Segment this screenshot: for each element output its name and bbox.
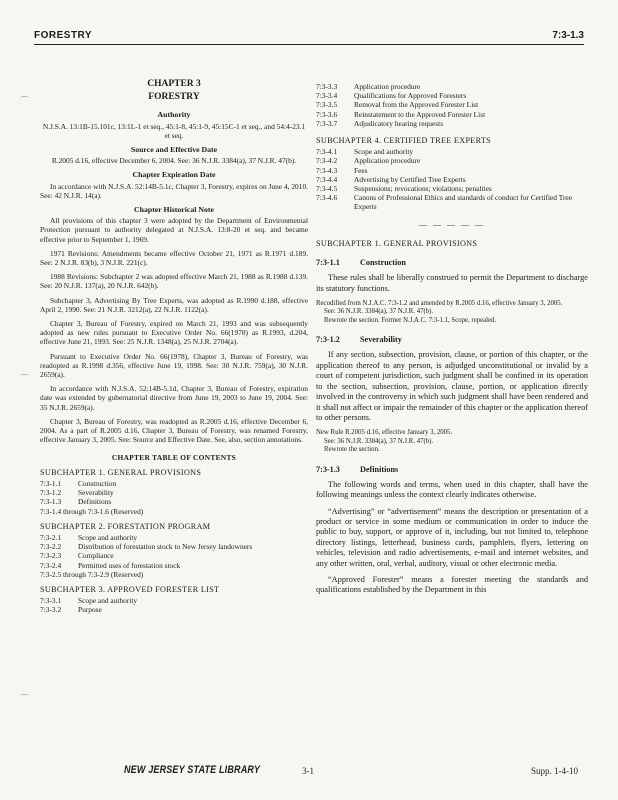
historical-paragraph: Pursuant to Executive Order No. 66(1978), Chapter 3, Bureau of Forestry, was readopted as R.1998 d.356, effective June 19, 1998. See: 30 N.J.R. 759(a), 30 N.J.R. 2659(a). [40, 351, 308, 380]
historical-paragraph: Chapter 3, Bureau of Forestry, expired on March 21, 1993 and was subsequently adopted as new rules pursuant to Executive Order No. 66(1978) as R.1993, d.204, effective June 21, 1993. See: 25 N.J.R. 1348(a), 25 N.J.R. 2704(a). [40, 319, 308, 347]
section-note: New Rule R.2005 d.16, effective January 3, 2005. See: 36 N.J.R. 3384(a), 37 N.J.R. 47(b). Rewrote the section. [316, 429, 453, 454]
toc-reserved: 7:3-1.4 through 7:3-1.6 (Reserved) [40, 506, 144, 516]
toc-item: 7:3-3.1 Scope and authority [40, 596, 138, 606]
toc-item: 7:3-2.4 Permitted uses of forestation stock [40, 560, 181, 570]
section-note: Recodified from N.J.A.C. 7:3-1.2 and amended by R.2005 d.16, effective January 3, 2005. See: 36 N.J.R. 3384(a), 37 N.J.R. 47(b). Rewrote the section. Former N.J.A.C. 7:3-1.1, Scope, repealed. [316, 300, 563, 324]
historical-heading: Chapter Historical Note [134, 205, 214, 215]
authority-text: N.J.S.A. 13:1B-15.101c, 13:1L-1 et seq., 45:1-8, 45:1-9, 45:15C-1 et seq., and 54:4-23.1 et seq. [42, 121, 306, 140]
historical-paragraph: Chapter 3, Bureau of Forestry, was readopted as R.2005 d.16, effective December 6, 2004. As a part of R.2005 d.16, Chapter 3, Bureau of Forestry, was renamed Forestry, effective January 3, 2005. See: Source and Effective Date. See, also, section annotations. [40, 416, 308, 445]
historical-paragraph: 1971 Revisions: Amendments became effective October 21, 1971 as R.1971 d.189. See: 2 N.J.R. 83(b), 3 N.J.R. 221(c). [40, 248, 308, 268]
section-body: “Advertising” or “advertisement” means the description or presentation of a product or service in some medium or communication in order to induce the public to buy, support, or approve of it, including, but not limited to, telephone directory listings, letterhead, business cards, pamphlets, flyers, lettering on vehicles, television and radio advertisements, e-mail and internet websites, and any other written, oral, verbal, auditory, visual or other electronic media. [316, 506, 588, 568]
supplement-date: Supp. 1-4-10 [531, 766, 578, 776]
header-section: 7:3-1.3 [552, 30, 584, 41]
section-body: These rules shall be liberally construed to permit the Department to discharge its statutory functions. [316, 273, 588, 293]
toc-item: 7:3-3.4 Qualifications for Approved Foresters [316, 91, 467, 101]
toc-item: 7:3-2.2 Distribution of forestation stock to New Jersey landowners [40, 542, 253, 552]
expiration-heading: Chapter Expiration Date [132, 170, 216, 180]
source-text: R.2005 d.16, effective December 6, 2004. See: 36 N.J.R. 3384(a), 37 N.J.R. 47(b). [51, 156, 297, 166]
subchapter-1-heading: SUBCHAPTER 1. GENERAL PROVISIONS [316, 238, 478, 248]
source-heading: Source and Effective Date [130, 145, 218, 155]
toc-subchapter-2: SUBCHAPTER 2. FORESTATION PROGRAM [40, 521, 211, 531]
section-body: The following words and terms, when used in this chapter, shall have the following meanings unless the context clearly indicates otherwise. [316, 479, 588, 500]
toc-subchapter-1: SUBCHAPTER 1. GENERAL PROVISIONS [40, 467, 202, 477]
toc-heading: CHAPTER TABLE OF CONTENTS [111, 452, 237, 462]
toc-item: 7:3-4.3 Fees [316, 165, 368, 175]
margin-mark: ⌒ [20, 694, 30, 704]
historical-paragraph: All provisions of this chapter 3 were adopted by the Department of Environmental Protection pursuant to authority delegated at N.J.S.A. 13:8-20 et seq. and became effective prior to September 1, 1969. [40, 216, 308, 244]
toc-item: 7:3-4.1 Scope and authority [316, 147, 414, 157]
section-divider: — — — — — [419, 219, 485, 229]
toc-item: 7:3-3.7 Adjudicatory hearing requests [316, 118, 444, 128]
toc-item: 7:3-3.2 Purpose [40, 605, 102, 615]
header-rule [34, 44, 584, 45]
right-column [316, 82, 588, 602]
running-header [34, 30, 584, 44]
toc-item: 7:3-4.4 Advertising by Certified Tree Experts [316, 174, 466, 184]
margin-mark: ⌒ [20, 374, 30, 384]
section-body: “Approved Forester” means a forester meeting the standards and qualifications established by the Department in this [316, 575, 588, 595]
library-stamp: NEW JERSEY STATE LIBRARY [124, 764, 261, 776]
historical-paragraph: Subchapter 3, Advertising By Tree Experts, was adopted as R.1990 d.188, effective April 2, 1990. See: 21 N.J.R. 3212(a), 22 N.J.R. 1122(a). [40, 295, 308, 314]
chapter-title: FORESTRY [148, 92, 200, 103]
toc-item: 7:3-2.3 Compliance [40, 551, 114, 561]
page-number: 3-1 [302, 766, 314, 776]
toc-item: 7:3-1.2 Severability [40, 488, 114, 498]
toc-item: 7:3-1.1 Construction [40, 478, 117, 488]
section-heading: 7:3-1.3 Definitions [316, 464, 399, 474]
section-heading: 7:3-1.1 Construction [316, 258, 406, 268]
toc-item: 7:3-3.3 Application procedure [316, 82, 421, 91]
expiration-text: In accordance with N.J.S.A. 52:14B-5.1c, Chapter 3, Forestry, expires on June 4, 2010. See: 42 N.J.R. 14(a). [40, 181, 308, 200]
left-column [40, 74, 308, 615]
toc-item: 7:3-1.3 Definitions [40, 497, 112, 507]
toc-subchapter-4: SUBCHAPTER 4. CERTIFIED TREE EXPERTS [316, 136, 492, 146]
toc-item: 7:3-3.6 Reinstatement to the Approved Forester List [316, 109, 486, 119]
section-heading: 7:3-1.2 Severability [316, 335, 402, 345]
toc-item: 7:3-4.5 Suspensions; revocations; violations; penalties [316, 184, 492, 194]
toc-item: 7:3-4.6 Canons of Professional Ethics and standards of conduct for Certified Tree Experts [316, 193, 572, 212]
toc-item: 7:3-4.2 Application procedure [316, 156, 421, 166]
historical-paragraph: 1988 Revisions: Subchapter 2 was adopted effective March 21, 1988 as R.1988 d.139. See: 20 N.J.R. 137(a), 20 N.J.R. 642(b). [40, 272, 308, 291]
historical-paragraph: In accordance with N.J.S.A. 52:14B-5.1d, Chapter 3, Bureau of Forestry, expiration date was extended by gubernatorial directive from June 19, 2003 to June 19, 2004. See: 35 N.J.R. 2659(a). [40, 384, 308, 412]
toc-item: 7:3-2.1 Scope and authority [40, 532, 138, 542]
page-footer [0, 764, 618, 784]
section-body: If any section, subsection, provision, clause, or portion of this chapter, or the application thereof to any person, is adjudged unconstitutional or invalid by a court of competent jurisdiction, such judgment shall be confined in its operation to the section, subsection, provision, clause, portion, or application directly involved in the controversy in which such judgment shall have been rendered and it shall not affect or impair the remainder of this chapter or the application thereof to other persons. [316, 350, 588, 422]
toc-subchapter-3: SUBCHAPTER 3. APPROVED FORESTER LIST [40, 584, 220, 594]
toc-item: 7:3-3.5 Removal from the Approved Forester List [316, 100, 479, 110]
authority-heading: Authority [157, 110, 191, 120]
chapter-number: CHAPTER 3 [147, 79, 201, 89]
header-title: FORESTRY [34, 30, 93, 41]
toc-reserved: 7:3-2.5 through 7:3-2.9 (Reserved) [40, 569, 144, 579]
margin-mark: ⌒ [20, 96, 30, 106]
